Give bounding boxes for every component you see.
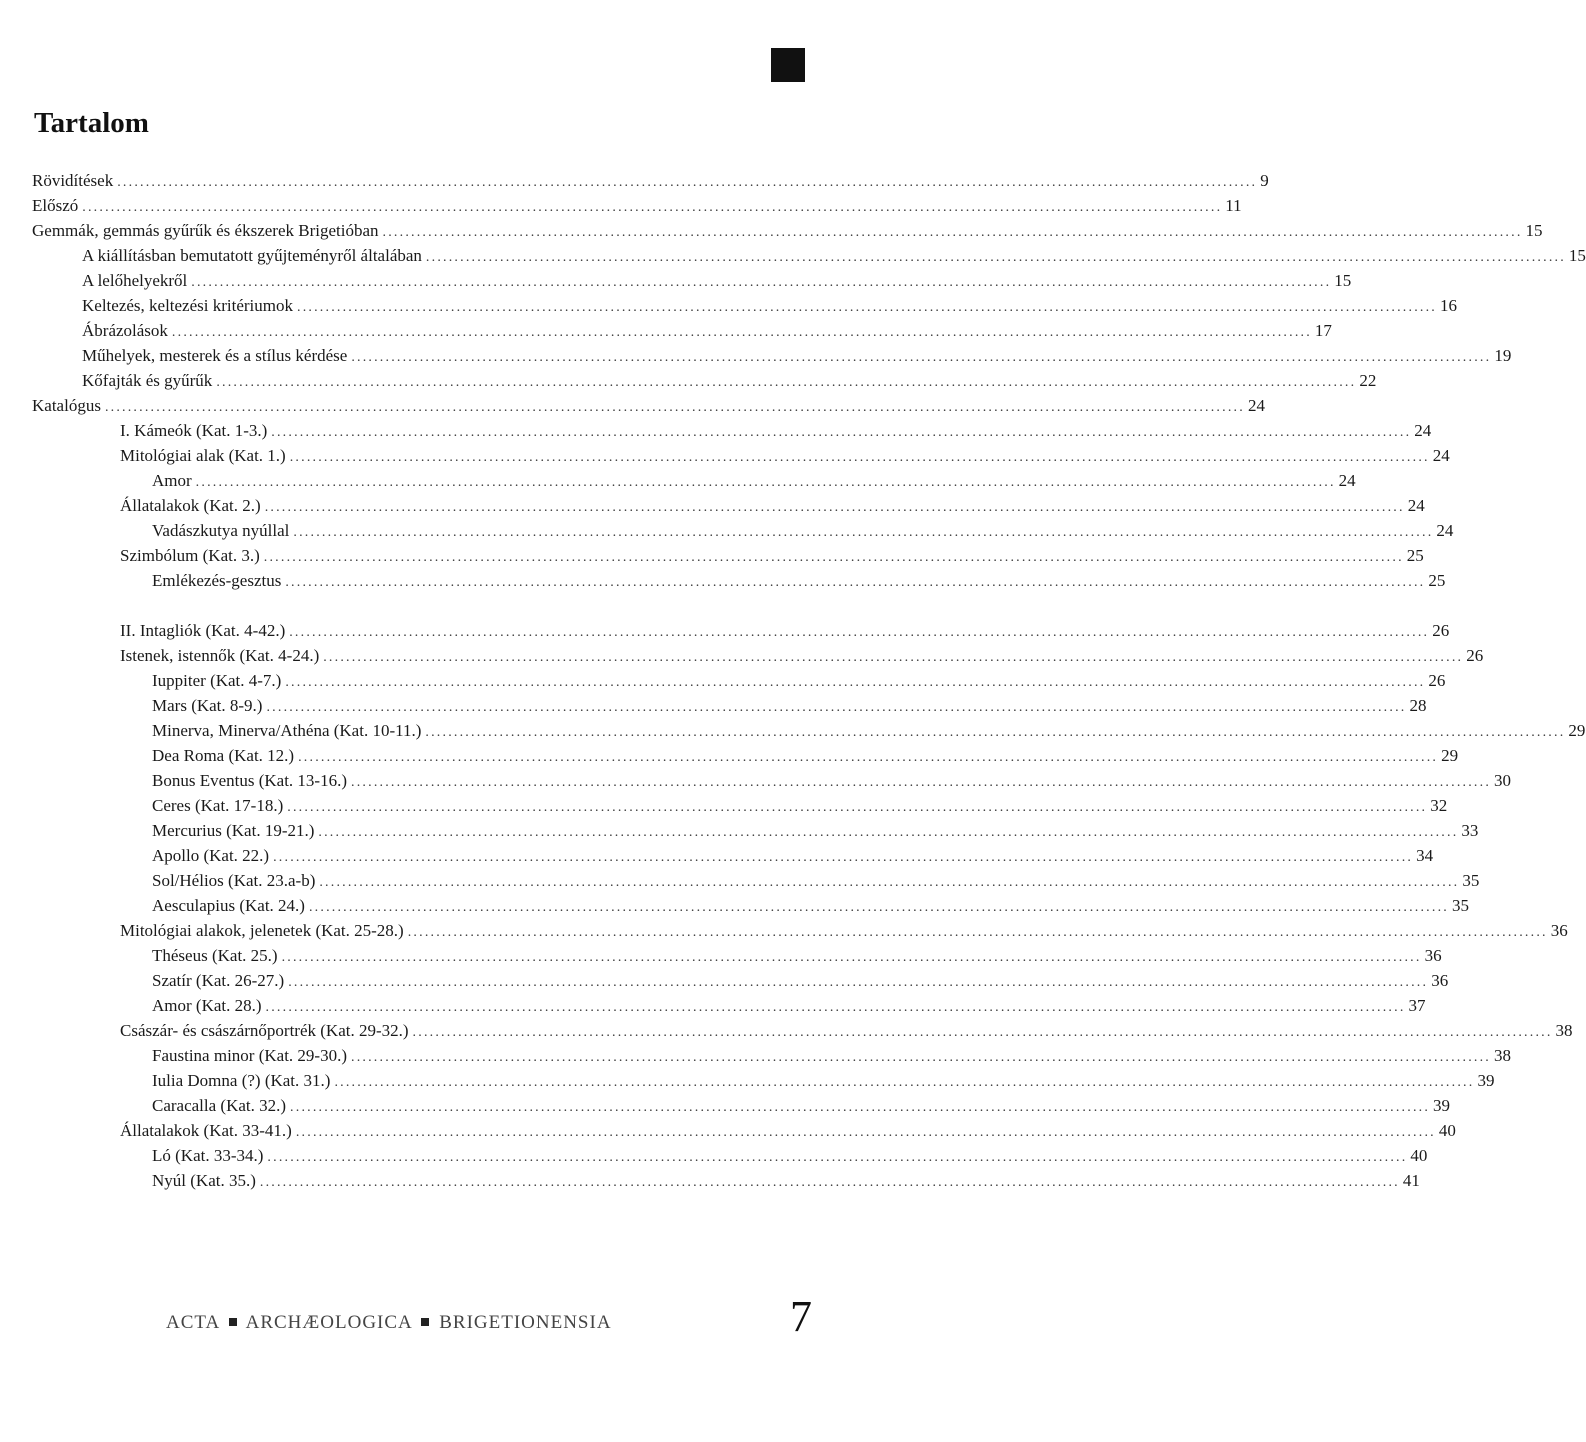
toc-leader-dots: ........................................................................................................................................................................................................: [289, 450, 1430, 465]
toc-entry[interactable]: [152, 768, 1512, 793]
toc-leader-dots: ........................................................................................................................................................................................................: [216, 375, 1357, 390]
toc-leader-dots: ........................................................................................................................................................................................................: [289, 625, 1430, 640]
toc-entry-page: 26: [1466, 646, 1484, 665]
toc-entry-page: 33: [1461, 821, 1479, 840]
toc-leader-dots: ........................................................................................................................................................................................................: [281, 950, 1422, 965]
toc-leader-dots: ........................................................................................................................................................................................................: [82, 200, 1223, 215]
toc-entry[interactable]: [120, 618, 1450, 643]
toc-entry-page: 36: [1424, 946, 1442, 965]
toc-leader-dots: ........................................................................................................................................................................................................: [308, 900, 1449, 915]
toc-entry[interactable]: [152, 943, 1442, 968]
toc-entry-label: Kőfajták és gyűrűk: [82, 371, 213, 390]
toc-entry-label: Iulia Domna (?) (Kat. 31.): [152, 1071, 331, 1090]
toc-leader-dots: ........................................................................................................................................................................................................: [264, 500, 1405, 515]
toc-leader-dots: ........................................................................................................................................................................................................: [298, 750, 1439, 765]
toc-entry-label: A kiállításban bemutatott gyűjteményről általában: [82, 246, 422, 265]
toc-entry-page: 40: [1438, 1121, 1456, 1140]
toc-leader-dots: ........................................................................................................................................................................................................: [265, 1000, 1406, 1015]
toc-entry-label: Théseus (Kat. 25.): [152, 946, 278, 965]
toc-entry[interactable]: [152, 868, 1480, 893]
toc-entry-page: 29: [1441, 746, 1459, 765]
toc-entry-page: 15: [1525, 221, 1543, 240]
toc-entry[interactable]: [152, 743, 1459, 768]
toc-entry-label: Nyúl (Kat. 35.): [152, 1171, 256, 1190]
toc-entry-label: Szimbólum (Kat. 3.): [120, 546, 260, 565]
page-number: 7: [790, 1292, 812, 1341]
toc-leader-dots: ........................................................................................................................................................................................................: [287, 800, 1428, 815]
toc-entry-page: 17: [1314, 321, 1332, 340]
toc-entry[interactable]: [152, 1093, 1451, 1118]
toc-leader-dots: ........................................................................................................................................................................................................: [117, 175, 1258, 190]
toc-entry-label: Előszó: [32, 196, 79, 215]
toc-leader-dots: ........................................................................................................................................................................................................: [319, 875, 1460, 890]
toc-leader-dots: ........................................................................................................................................................................................................: [351, 1050, 1491, 1065]
toc-entry-page: 30: [1494, 771, 1512, 790]
toc-entry-label: Katalógus: [32, 396, 101, 415]
toc-entry-label: Mitológiai alakok, jelenetek (Kat. 25-28.): [120, 921, 404, 940]
toc-entry[interactable]: [152, 893, 1469, 918]
toc-entry-label: Amor: [152, 471, 192, 490]
toc-entry[interactable]: [152, 843, 1434, 868]
toc-entry[interactable]: [152, 968, 1449, 993]
toc-entry-label: Szatír (Kat. 26-27.): [152, 971, 285, 990]
toc-entry-page: 24: [1407, 496, 1425, 515]
toc-leader-dots: ........................................................................................................................................................................................................: [171, 325, 1312, 340]
toc-entry-page: 19: [1494, 346, 1512, 365]
toc-entry-page: 26: [1432, 621, 1450, 640]
toc-entry-page: 39: [1433, 1096, 1451, 1115]
toc-leader-dots: ........................................................................................................................................................................................................: [285, 575, 1426, 590]
toc-entry-page: 26: [1428, 671, 1446, 690]
page-title: Tartalom: [34, 107, 149, 139]
toc-entry-label: Mars (Kat. 8-9.): [152, 696, 263, 715]
toc-entry[interactable]: [152, 793, 1448, 818]
toc-entry[interactable]: [152, 1168, 1420, 1193]
toc-entry-label: I. Kámeók (Kat. 1-3.): [120, 421, 268, 440]
toc-entry[interactable]: [152, 718, 1586, 743]
toc-entry-label: Ló (Kat. 33-34.): [152, 1146, 264, 1165]
toc-entry-label: Istenek, istennők (Kat. 4-24.): [120, 646, 320, 665]
toc-entry-label: Keltezés, keltezési kritériumok: [82, 296, 293, 315]
toc-entry-label: Minerva, Minerva/Athéna (Kat. 10-11.): [152, 721, 422, 740]
toc-entry-page: 15: [1568, 246, 1586, 265]
toc-entry-page: 32: [1430, 796, 1448, 815]
toc-leader-dots: ........................................................................................................................................................................................................: [267, 1150, 1408, 1165]
toc-leader-dots: ........................................................................................................................................................................................................: [195, 475, 1336, 490]
toc-entry[interactable]: [120, 1018, 1573, 1043]
toc-entry-page: 24: [1338, 471, 1356, 490]
toc-leader-dots: ........................................................................................................................................................................................................: [351, 775, 1492, 790]
toc-leader-dots: ........................................................................................................................................................................................................: [104, 400, 1245, 415]
toc-entry-page: 25: [1406, 546, 1424, 565]
toc-leader-dots: ........................................................................................................................................................................................................: [382, 225, 1523, 240]
toc-entry-label: Műhelyek, mesterek és a stílus kérdése: [82, 346, 348, 365]
toc-entry[interactable]: [32, 218, 1543, 243]
toc-entry-page: 25: [1428, 571, 1446, 590]
toc-entry-page: 24: [1247, 396, 1265, 415]
toc-entry[interactable]: [120, 918, 1568, 943]
toc-leader-dots: ........................................................................................................................................................................................................: [351, 350, 1492, 365]
journal-word: ACTA: [166, 1312, 220, 1333]
toc-entry-page: 38: [1555, 1021, 1573, 1040]
toc-entry-page: 24: [1432, 446, 1450, 465]
toc-leader-dots: ........................................................................................................................................................................................................: [191, 275, 1332, 290]
toc-entry-label: Állatalakok (Kat. 33-41.): [120, 1121, 292, 1140]
toc-entry-page: 38: [1494, 1046, 1511, 1065]
toc-entry-label: Caracalla (Kat. 32.): [152, 1096, 287, 1115]
toc-entry-label: Mitológiai alak (Kat. 1.): [120, 446, 286, 465]
toc-entry-page: 41: [1402, 1171, 1420, 1190]
toc-leader-dots: ........................................................................................................................................................................................................: [323, 650, 1464, 665]
toc-entry[interactable]: [152, 1143, 1428, 1168]
toc-entry-page: 35: [1462, 871, 1480, 890]
toc-entry-label: Ábrázolások: [82, 321, 168, 340]
toc-entry-label: Rövidítések: [32, 171, 114, 190]
toc-leader-dots: ........................................................................................................................................................................................................: [285, 675, 1426, 690]
journal-name: [166, 1308, 612, 1338]
toc-entry[interactable]: [82, 343, 1512, 368]
toc-entry[interactable]: [152, 693, 1427, 718]
toc-entry[interactable]: [152, 818, 1479, 843]
toc-entry[interactable]: [32, 393, 1265, 418]
toc-entry-page: 29: [1568, 721, 1586, 740]
toc-entry[interactable]: [152, 993, 1426, 1018]
toc-entry-label: Sol/Hélios (Kat. 23.a-b): [152, 871, 316, 890]
toc-leader-dots: ........................................................................................................................................................................................................: [273, 850, 1414, 865]
toc-entry-page: 28: [1409, 696, 1427, 715]
toc-entry[interactable]: [120, 643, 1484, 668]
toc-entry[interactable]: [82, 293, 1457, 318]
toc-entry-label: Ceres (Kat. 17-18.): [152, 796, 284, 815]
toc-entry[interactable]: [32, 168, 1269, 193]
toc-leader-dots: ........................................................................................................................................................................................................: [334, 1075, 1475, 1090]
toc-leader-dots: ........................................................................................................................................................................................................: [318, 825, 1459, 840]
toc-entry-page: 22: [1359, 371, 1377, 390]
toc-entry[interactable]: [82, 318, 1332, 343]
toc-entry[interactable]: [32, 193, 1242, 218]
bullet-separator: [229, 1318, 237, 1326]
toc-leader-dots: ........................................................................................................................................................................................................: [263, 550, 1404, 565]
toc-entry-page: 9: [1260, 171, 1269, 190]
toc-entry[interactable]: [120, 543, 1424, 568]
journal-word: BRIGETIONENSIA: [439, 1312, 612, 1333]
toc-leader-dots: ........................................................................................................................................................................................................: [290, 1100, 1431, 1115]
toc-leader-dots: ........................................................................................................................................................................................................: [288, 975, 1429, 990]
toc-entry[interactable]: [82, 368, 1377, 393]
toc-leader-dots: ........................................................................................................................................................................................................: [425, 250, 1566, 265]
toc-entry-page: 36: [1431, 971, 1449, 990]
journal-word: ARCHÆOLOGICA: [245, 1312, 412, 1333]
toc-entry-page: 24: [1414, 421, 1432, 440]
toc-leader-dots: ........................................................................................................................................................................................................: [259, 1175, 1400, 1190]
toc-entry[interactable]: [120, 493, 1425, 518]
toc-entry-page: 34: [1416, 846, 1434, 865]
toc-entry[interactable]: [82, 243, 1586, 268]
toc-entry-label: Mercurius (Kat. 19-21.): [152, 821, 315, 840]
toc-leader-dots: ........................................................................................................................................................................................................: [425, 725, 1566, 740]
toc-entry[interactable]: [152, 1068, 1495, 1093]
toc-leader-dots: ........................................................................................................................................................................................................: [266, 700, 1407, 715]
toc-entry[interactable]: [82, 268, 1352, 293]
toc-entry-label: A lelőhelyekről: [82, 271, 188, 290]
toc-entry-label: II. Intagliók (Kat. 4-42.): [120, 621, 286, 640]
toc-entry-page: 35: [1451, 896, 1469, 915]
toc-entry-label: Vadászkutya nyúllal: [152, 521, 290, 540]
toc-leader-dots: ........................................................................................................................................................................................................: [407, 925, 1548, 940]
toc-entry-page: 37: [1408, 996, 1426, 1015]
toc-entry-label: Aesculapius (Kat. 24.): [152, 896, 305, 915]
toc-entry-label: Iuppiter (Kat. 4-7.): [152, 671, 282, 690]
toc-entry[interactable]: [152, 468, 1356, 493]
bullet-separator: [421, 1318, 429, 1326]
toc-entry-page: 36: [1550, 921, 1568, 940]
toc-leader-dots: ........................................................................................................................................................................................................: [295, 1125, 1436, 1140]
toc-entry-page: 39: [1477, 1071, 1495, 1090]
toc-entry-label: Amor (Kat. 28.): [152, 996, 262, 1015]
toc-entry-label: Császár- és császárnőportrék (Kat. 29-32.): [120, 1021, 409, 1040]
toc-entry-label: Dea Roma (Kat. 12.): [152, 746, 295, 765]
toc-leader-dots: ........................................................................................................................................................................................................: [412, 1025, 1553, 1040]
toc-entry-label: Apollo (Kat. 22.): [152, 846, 270, 865]
toc-leader-dots: ........................................................................................................................................................................................................: [297, 300, 1437, 315]
toc-entry-page: 16: [1440, 296, 1457, 315]
toc-entry-label: Gemmák, gemmás gyűrűk és ékszerek Brigetióban: [32, 221, 379, 240]
toc-leader-dots: ........................................................................................................................................................................................................: [271, 425, 1412, 440]
toc-entry-page: 15: [1334, 271, 1352, 290]
toc-entry-label: Faustina minor (Kat. 29-30.): [152, 1046, 347, 1065]
toc-entry[interactable]: [120, 418, 1432, 443]
toc-entry-label: Bonus Eventus (Kat. 13-16.): [152, 771, 348, 790]
toc-entry-label: Emlékezés-gesztus: [152, 571, 282, 590]
toc-entry[interactable]: [152, 1043, 1511, 1068]
toc-entry-page: 40: [1410, 1146, 1428, 1165]
toc-entry-label: Állatalakok (Kat. 2.): [120, 496, 261, 515]
toc-entry[interactable]: [152, 518, 1454, 543]
toc-entry[interactable]: [152, 668, 1446, 693]
toc-entry[interactable]: [152, 568, 1446, 593]
toc-entry[interactable]: [120, 1118, 1456, 1143]
toc-entry-page: 11: [1225, 196, 1242, 215]
toc-leader-dots: ........................................................................................................................................................................................................: [293, 525, 1434, 540]
toc-entry-page: 24: [1436, 521, 1454, 540]
toc-entry[interactable]: [120, 443, 1450, 468]
